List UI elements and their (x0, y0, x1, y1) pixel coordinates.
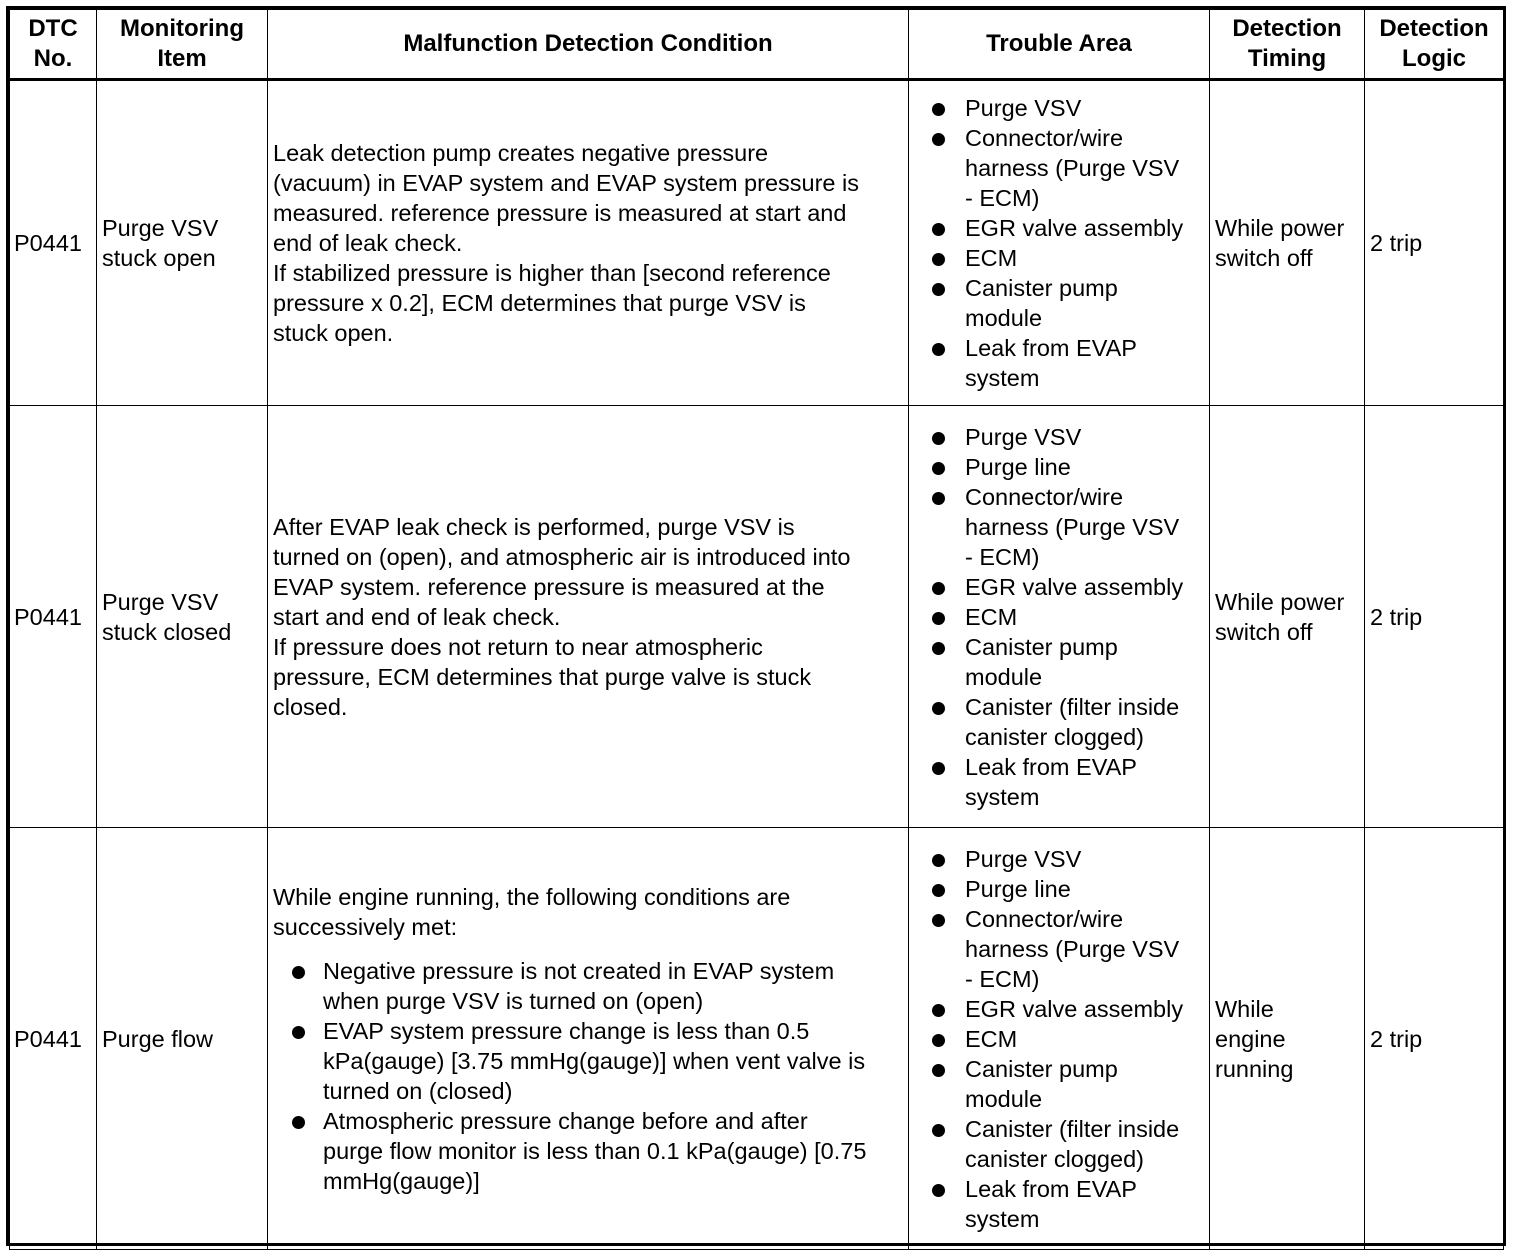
list-item: ECM (909, 1024, 1209, 1054)
table-row (10, 828, 1504, 1250)
list-item: Purge VSV (909, 844, 1209, 874)
list-item: Leak from EVAP system (909, 1174, 1209, 1234)
list-item: Purge line (909, 452, 1209, 482)
detection-condition (268, 828, 909, 1250)
list-item: Canister (filter inside canister clogged) (909, 692, 1209, 752)
dtc-table (9, 9, 1504, 1250)
table-row (10, 80, 1504, 406)
condition-text: After EVAP leak check is performed, purge VSV is turned on (open), and atmospheric air is introduced into EVAP system. reference pressure is measured at the start and end of leak check. If pressure does not return to near atmospheric pressure, ECM determines that purge valve is stuck closed. (273, 513, 851, 720)
list-item: Connector/wire harness (Purge VSV - ECM) (909, 482, 1209, 572)
list-item: Canister pump module (909, 273, 1209, 333)
list-item: ECM (909, 243, 1209, 273)
list-item: Connector/wire harness (Purge VSV - ECM) (909, 123, 1209, 213)
list-item: Purge line (909, 874, 1209, 904)
condition-text: Leak detection pump creates negative pressure (vacuum) in EVAP system and EVAP system pressure is measured. reference pressure is measured at start and end of leak check. If stabilized pressure is higher than [second reference pressure x 0.2], ECM determines that purge VSV is stuck open. (273, 140, 859, 346)
header-row (10, 10, 1504, 80)
dtc-table-frame (6, 6, 1506, 1246)
trouble-area-list (909, 422, 1209, 812)
detection-timing: While power switch off (1210, 80, 1365, 406)
dtc-code: P0441 (10, 406, 97, 828)
detection-logic: 2 trip (1365, 828, 1504, 1250)
trouble-area-list (909, 844, 1209, 1234)
trouble-area (909, 406, 1210, 828)
detection-timing: While power switch off (1210, 406, 1365, 828)
dtc-code: P0441 (10, 80, 97, 406)
header-detection-logic: Detection Logic (1365, 10, 1504, 80)
list-item: Purge VSV (909, 422, 1209, 452)
list-item: Leak from EVAP system (909, 752, 1209, 812)
header-trouble-area: Trouble Area (909, 10, 1210, 80)
trouble-area-list (909, 93, 1209, 393)
detection-logic: 2 trip (1365, 80, 1504, 406)
header-detection-timing: Detection Timing (1210, 10, 1365, 80)
header-malfunction-condition: Malfunction Detection Condition (268, 10, 909, 80)
list-item: EGR valve assembly (909, 994, 1209, 1024)
header-monitoring-item: Monitoring Item (97, 10, 268, 80)
list-item: EGR valve assembly (909, 572, 1209, 602)
list-item: Canister pump module (909, 1054, 1209, 1114)
list-item: Negative pressure is not created in EVAP system when purge VSV is turned on (open) (273, 956, 904, 1016)
list-item: Canister (filter inside canister clogged) (909, 1114, 1209, 1174)
header-dtc-no: DTC No. (10, 10, 97, 80)
list-item: ECM (909, 602, 1209, 632)
list-item: EVAP system pressure change is less than 0.5 kPa(gauge) [3.75 mmHg(gauge)] when vent valve is turned on (closed) (273, 1016, 904, 1106)
condition-text: While engine running, the following conditions are successively met: (273, 883, 791, 940)
detection-logic: 2 trip (1365, 406, 1504, 828)
table-row (10, 406, 1504, 828)
trouble-area (909, 828, 1210, 1250)
detection-timing: While engine running (1210, 828, 1365, 1250)
monitoring-item: Purge flow (97, 828, 268, 1250)
monitoring-item: Purge VSV stuck closed (97, 406, 268, 828)
list-item: Atmospheric pressure change before and after purge flow monitor is less than 0.1 kPa(gauge) [0.75 mmHg(gauge)] (273, 1106, 904, 1196)
trouble-area (909, 80, 1210, 406)
detection-condition (268, 80, 909, 406)
list-item: Canister pump module (909, 632, 1209, 692)
dtc-code: P0441 (10, 828, 97, 1250)
condition-list (273, 956, 904, 1196)
monitoring-item: Purge VSV stuck open (97, 80, 268, 406)
list-item: EGR valve assembly (909, 213, 1209, 243)
list-item: Connector/wire harness (Purge VSV - ECM) (909, 904, 1209, 994)
list-item: Leak from EVAP system (909, 333, 1209, 393)
detection-condition (268, 406, 909, 828)
list-item: Purge VSV (909, 93, 1209, 123)
